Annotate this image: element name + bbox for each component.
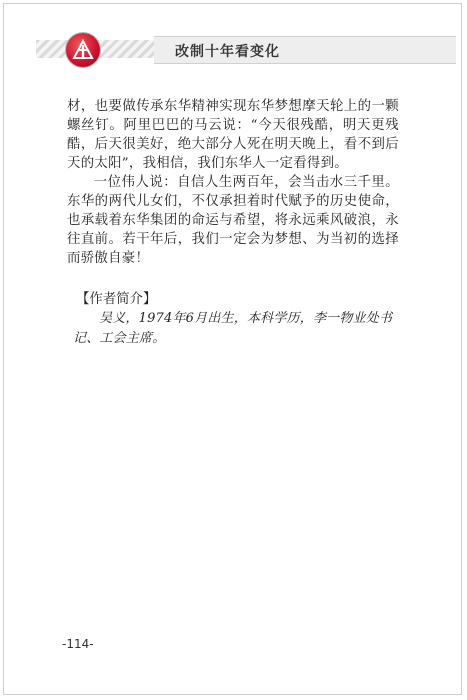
body-text: [67, 97, 399, 268]
paragraph: 材，也要做传承东华精神实现东华梦想摩天轮上的一颗螺丝钉。阿里巴巴的马云说：“今天很残酷，明天更残酷，后天很美好，绝大部分人死在明天晚上，看不到后天的太阳”，我相信，我们东华人一定看得到。: [67, 99, 399, 171]
logo-mark-icon: [72, 39, 94, 61]
company-logo-icon: [66, 33, 100, 67]
page-number: -114-: [62, 637, 94, 651]
author-bio: 吴义，1974年6月出生，本科学历，李一物业处书记、工会主席。: [73, 311, 393, 346]
paragraph: 一位伟人说：自信人生两百年，会当击水三千里。东华的两代儿女们，不仅承担着时代赋予的历史使命，也承载着东华集团的命运与希望，将永远乘风破浪，永往直前。若干年后，我们一定会为梦想、为当初的选择而骄傲自豪！: [67, 175, 399, 266]
author-intro-heading: 【作者简介】: [76, 292, 157, 307]
header-title: 改制十年看变化: [175, 44, 280, 60]
